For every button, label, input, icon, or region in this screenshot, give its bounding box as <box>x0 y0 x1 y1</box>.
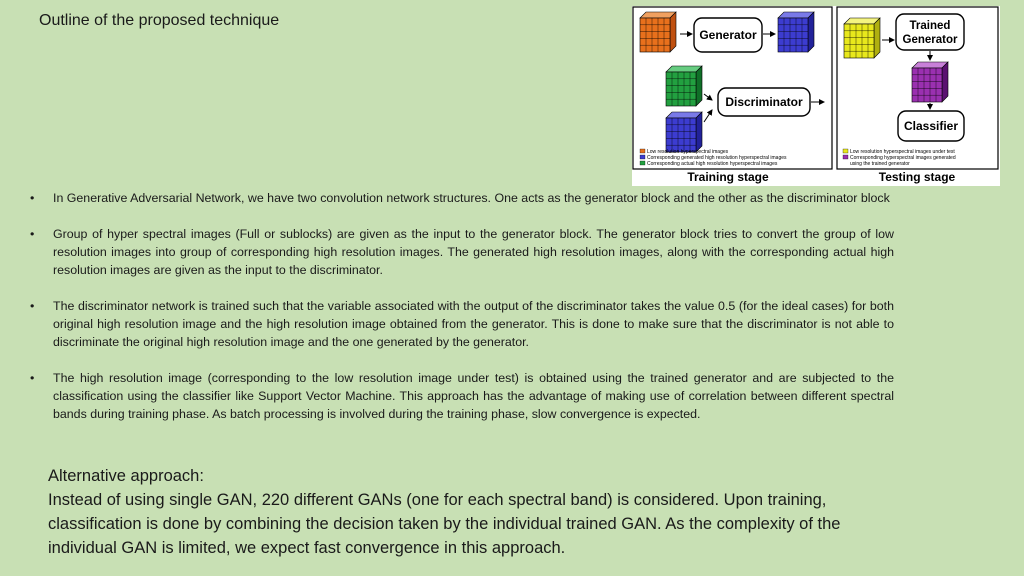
training-stage-caption: Training stage <box>687 170 769 184</box>
bullet-list <box>30 189 894 441</box>
trained-generator-label-2: Generator <box>902 34 958 46</box>
bullet-text: In Generative Adversarial Network, we have two convolution network structures. One acts as the generator block and the other as the discriminator block <box>53 191 890 205</box>
bullet-item <box>30 297 894 351</box>
bullet-text: Group of hyper spectral images (Full or sublocks) are given as the input to the generator block. The generator block tries to convert the group of low resolution images into group of corresponding high resolution images. The generated high resolution images, along with the corresponding actual high resolution images are given as the input to the discriminator. <box>53 227 894 277</box>
bullet-dot: • <box>30 299 35 313</box>
training-legend-item: Corresponding actual high resolution hyperspectral images <box>647 161 778 167</box>
testing-legend-item: using the trained generator <box>850 161 910 167</box>
classifier-label: Classifier <box>903 119 959 133</box>
testing-panel <box>837 7 998 169</box>
bullet-text: The discriminator network is trained such that the variable associated with the output of the discriminator takes the value 0.5 (for the ideal cases) for both original high resolution image and the high resolution image obtained from the generator. This is done to make sure that the discriminator is not able to discriminate the original high resolution image and the one generated by the generator. <box>53 299 894 349</box>
bullet-dot: • <box>30 191 35 205</box>
testing-legend-item: Low resolution hyperspectral images under test <box>850 149 955 155</box>
bullet-dot: • <box>30 227 35 241</box>
training-legend-item: Corresponding generated high resolution hyperspectral images <box>647 155 787 161</box>
testing-stage-caption: Testing stage <box>878 170 956 184</box>
actual-cube-green <box>666 66 702 106</box>
alternative-approach <box>48 464 908 560</box>
bullet-item <box>30 189 894 207</box>
low-res-cube-orange <box>640 12 676 52</box>
discriminator-label: Discriminator <box>725 95 803 109</box>
alternative-heading: Alternative approach: <box>48 467 204 485</box>
training-legend-item: Low resolution hyperspectral images <box>647 149 729 155</box>
training-panel <box>633 7 832 169</box>
generated-cube-blue-2 <box>666 112 702 152</box>
bullet-text: The high resolution image (corresponding to the low resolution image under test) is obtained using the trained generator and are subjected to the classification using the classifier like Support Vector Machine. This approach has the advantage of making use of correlation between different spectral bands during training phase. As batch processing is involved during the training phase, slow convergence is expected. <box>53 371 894 421</box>
bullet-dot: • <box>30 371 35 385</box>
bullet-item <box>30 369 894 423</box>
testing-legend-item: Corresponding hyperspectral images generated <box>850 155 956 161</box>
generated-cube-purple <box>912 62 948 102</box>
bullet-item <box>30 225 894 279</box>
alternative-body: Instead of using single GAN, 220 different GANs (one for each spectral band) is considered. Upon training, classification is done by combining the decision taken by the individual trained GAN. As the complexity of the individual GAN is limited, we expect fast convergence in this approach. <box>48 491 841 557</box>
gan-diagram-figure <box>632 6 1000 186</box>
generator-label: Generator <box>699 28 757 42</box>
test-cube-yellow <box>844 18 880 58</box>
trained-generator-label-1: Trained <box>909 20 951 32</box>
generated-cube-blue <box>778 12 814 52</box>
slide-title: Outline of the proposed technique <box>39 12 280 29</box>
